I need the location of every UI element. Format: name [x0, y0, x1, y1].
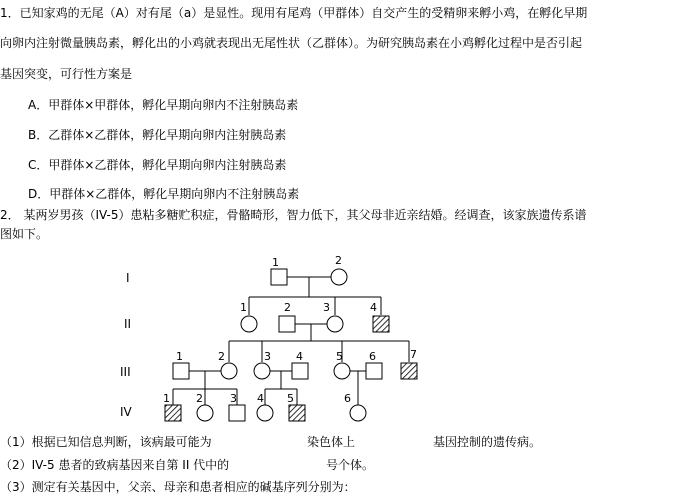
q2-sub2-suffix: 号个体。 [326, 458, 375, 472]
q2-stem-line-1: 2． 某两岁男孩（IV-5）患粘多糖贮积症，骨骼畸形，智力低下，其父母非近亲结婚。经调查，该家族遗传系谱 [0, 208, 587, 222]
pedigree-male-iii-1 [173, 363, 189, 379]
pedigree-number-iv-5: 5 [287, 392, 294, 405]
q1-option-c[interactable]: C．甲群体×乙群体，孵化早期向卵内注射胰岛素 [28, 158, 287, 172]
pedigree-female-iv-2 [197, 405, 213, 421]
pedigree-number-iv-1: 1 [163, 392, 170, 405]
q1-stem-line-2: 向卵内注射微量胰岛素，孵化出的小鸡就表现出无尾性状（乙群体）。为研究胰岛素在小鸡孵化过程中是否引起 [0, 36, 583, 50]
pedigree-number-iii-5: 5 [336, 350, 343, 363]
pedigree-number-ii-2: 2 [284, 301, 291, 314]
q1-option-d[interactable]: D．甲群体×乙群体，孵化早期向卵内不注射胰岛素 [28, 187, 300, 201]
pedigree-number-i-2: 2 [335, 254, 342, 267]
generation-label-iv: IV [120, 405, 132, 419]
pedigree-female-iii-3 [254, 363, 270, 379]
pedigree-affected-male-iii-7 [401, 363, 417, 379]
pedigree-female-iii-2 [221, 363, 237, 379]
pedigree-male-iii-6 [366, 363, 382, 379]
q2-sub1-prefix: （1）根据已知信息判断，该病最可能为 [0, 435, 212, 449]
pedigree-number-iv-6: 6 [344, 392, 351, 405]
generation-label-iii: III [120, 365, 131, 379]
generation-label-i: I [126, 271, 130, 285]
q2-sub3: （3）测定有关基因中，父亲、母亲和患者相应的碱基序列分别为： [0, 480, 356, 494]
pedigree-number-iii-7: 7 [410, 348, 417, 361]
pedigree-number-ii-3: 3 [323, 301, 330, 314]
pedigree-female-ii-3 [327, 316, 343, 332]
pedigree-number-iv-4: 4 [257, 392, 264, 405]
pedigree-affected-male-iv-5 [289, 405, 305, 421]
q1-option-a[interactable]: A．甲群体×甲群体，孵化早期向卵内不注射胰岛素 [28, 98, 299, 112]
q2-stem-line-2: 图如下。 [0, 227, 49, 241]
pedigree-number-iv-3: 3 [230, 392, 237, 405]
pedigree-number-iii-2: 2 [218, 350, 225, 363]
pedigree-chart [0, 252, 680, 432]
generation-label-ii: II [124, 317, 132, 331]
pedigree-female-i-2 [331, 269, 347, 285]
pedigree-female-iv-4 [257, 405, 273, 421]
pedigree-female-iv-6 [350, 405, 366, 421]
pedigree-number-iii-1: 1 [176, 350, 183, 363]
pedigree-male-i-1 [271, 269, 287, 285]
q1-stem-line-1: 1．已知家鸡的无尾（A）对有尾（a）是显性。现用有尾鸡（甲群体）自交产生的受精卵来孵小鸡，在孵化早期 [0, 6, 588, 20]
pedigree-male-iv-3 [229, 405, 245, 421]
pedigree-number-ii-4: 4 [370, 301, 377, 314]
pedigree-female-ii-1 [241, 316, 257, 332]
pedigree-affected-male-iv-1 [165, 405, 181, 421]
q1-option-b[interactable]: B．乙群体×乙群体，孵化早期向卵内注射胰岛素 [28, 128, 287, 142]
pedigree-number-iv-2: 2 [196, 392, 203, 405]
pedigree-number-iii-4: 4 [296, 350, 303, 363]
pedigree-affected-male-ii-4 [373, 316, 389, 332]
pedigree-number-iii-3: 3 [264, 350, 271, 363]
pedigree-male-iii-4 [292, 363, 308, 379]
q2-sub1-suffix: 基因控制的遗传病。 [433, 435, 542, 449]
pedigree-female-iii-5 [334, 363, 350, 379]
pedigree-number-ii-1: 1 [240, 301, 247, 314]
q1-stem-line-3: 基因突变，可行性方案是 [0, 67, 133, 81]
pedigree-lines [173, 277, 409, 405]
pedigree-number-iii-6: 6 [369, 350, 376, 363]
q2-sub2-prefix: （2）IV-5 患者的致病基因来自第 II 代中的 [0, 458, 230, 472]
pedigree-number-i-1: 1 [272, 256, 279, 269]
pedigree-male-ii-2 [279, 316, 295, 332]
q2-sub1-mid: 染色体上 [307, 435, 356, 449]
